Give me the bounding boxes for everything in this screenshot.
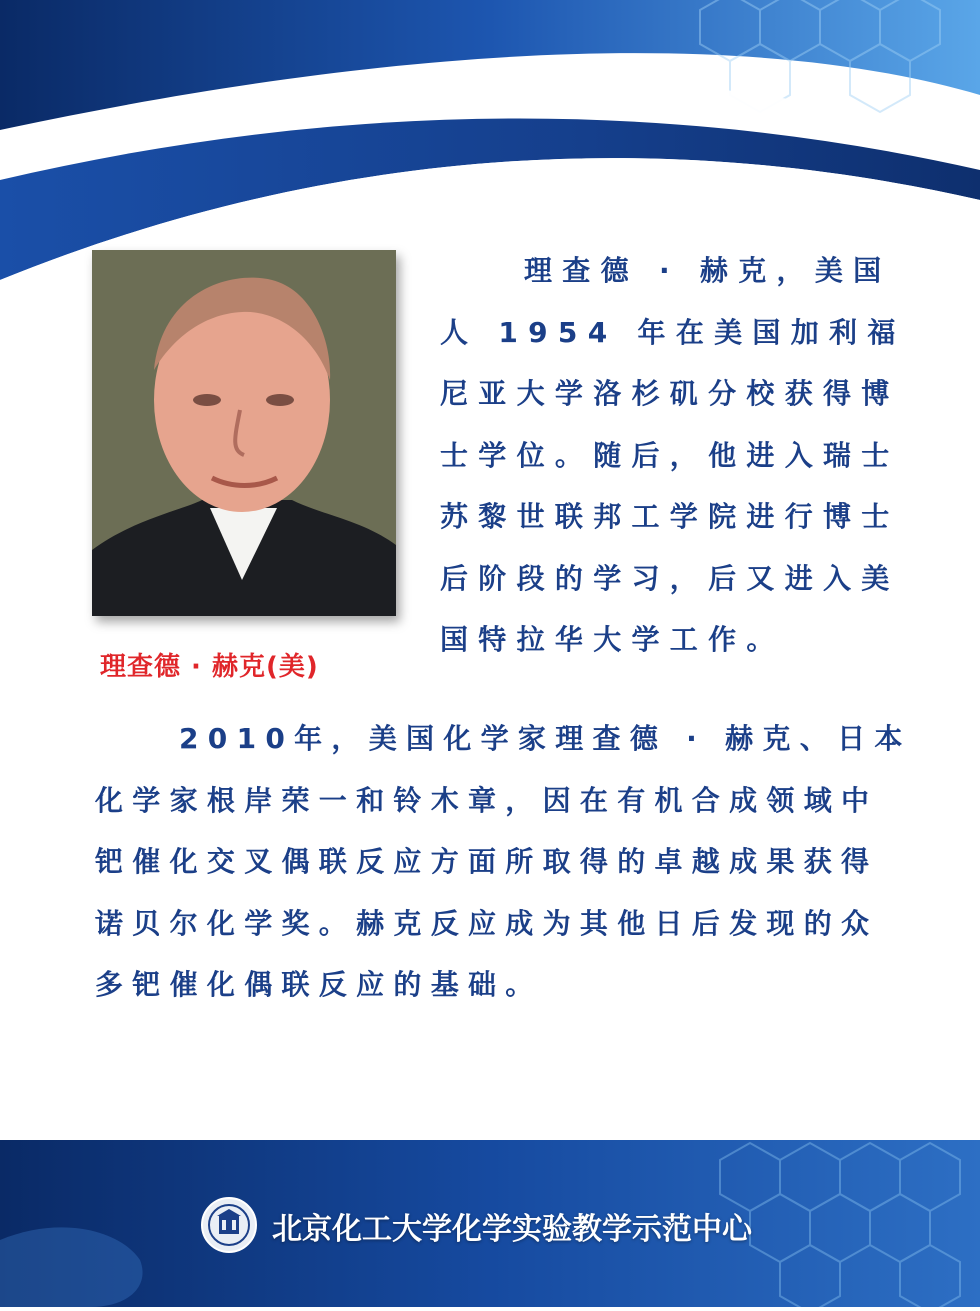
footer-institution-title: 北京化工大学化学实验教学示范中心 xyxy=(272,1212,752,1247)
portrait-caption: 理查德 · 赫克(美) xyxy=(100,652,319,682)
nobel-prize-paragraph: 2010年，美国化学家理查德 · 赫克、日本化学家根岸荣一和铃木章，因在有机合成领域中钯催化交叉偶联反应方面所取得的卓越成果获得诺贝尔化学奖。赫克反应成为其他日后发现的众多钯催化偶联反应的基础。 xyxy=(95,722,912,1001)
top-decorative-banner xyxy=(0,0,980,280)
portrait-photo xyxy=(92,250,396,616)
university-seal-icon xyxy=(200,1196,258,1254)
biography-paragraph: 理查德 · 赫克，美国人 1954 年在美国加利福尼亚大学洛杉矶分校获得博士学位。随后，他进入瑞士苏黎世联邦工学院进行博士后阶段的学习，后又进入美国特拉华大学工作。 xyxy=(440,254,906,656)
